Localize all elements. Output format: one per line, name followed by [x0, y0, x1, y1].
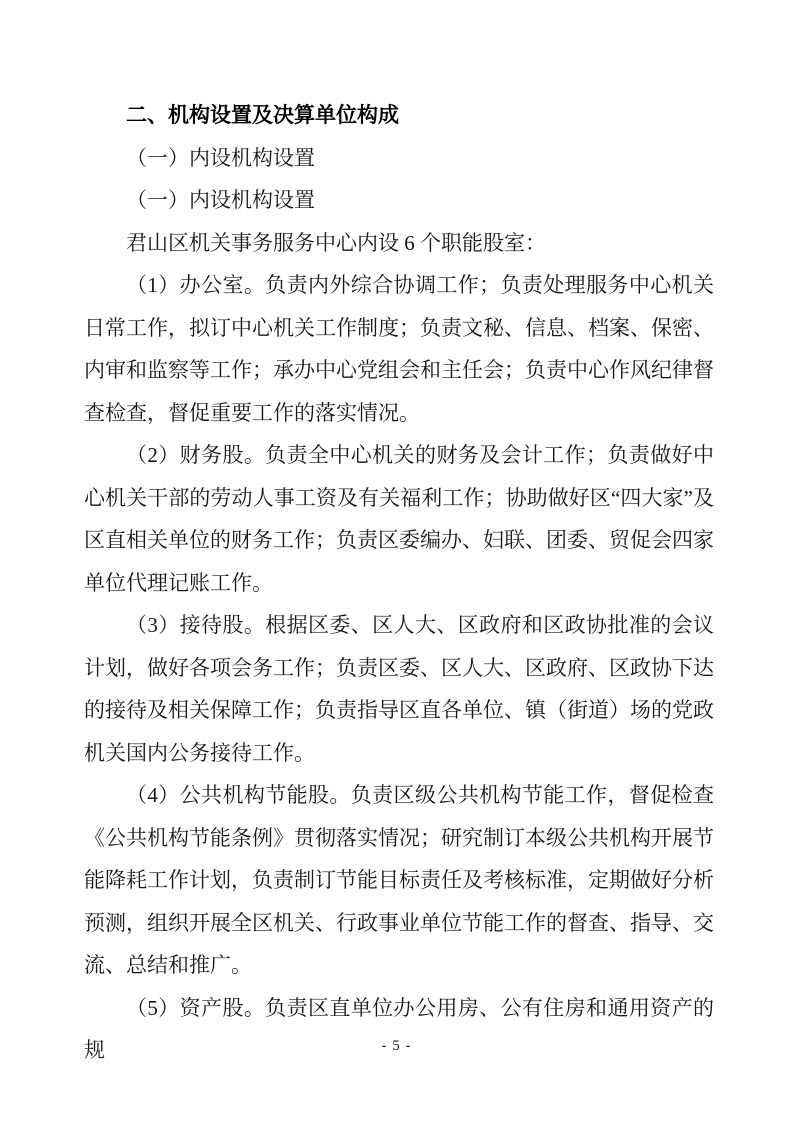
section-heading: 二、机构设置及决算单位构成	[126, 103, 399, 127]
paragraph-item-5-assets: （5）资产股。负责区直单位办公用房、公有住房和通用资产的规	[84, 995, 714, 1062]
paragraph-intro: 君山区机关事务服务中心内设 6 个职能股室：	[126, 230, 546, 255]
subsection-heading-internal-structure-1: （一）内设机构设置	[126, 145, 315, 170]
paragraph-item-3-reception: （3）接待股。根据区委、区人大、区政府和区政协批准的会议计划，做好各项会务工作；负责区委、区人大、区政府、区政协下达的接待及相关保障工作；负责指导区直各单位、镇（街道）场的党政机关国内公务接待工作。	[84, 613, 714, 765]
page-number: - 5 -	[381, 1038, 412, 1054]
document-body	[84, 94, 714, 1072]
paragraph-item-4-energy-saving: （4）公共机构节能股。负责区级公共机构节能工作，督促检查《公共机构节能条例》贯彻落实情况；研究制订本级公共机构开展节能降耗工作计划，负责制订节能目标责任及考核标准，定期做好分析预测，组织开展全区机关、行政事业单位节能工作的督查、指导、交流、总结和推广。	[84, 783, 714, 977]
subsection-heading-internal-structure-2: （一）内设机构设置	[126, 188, 315, 212]
paragraph-item-2-finance: （2）财务股。负责全中心机关的财务及会计工作；负责做好中心机关干部的劳动人事工资及有关福利工作；协助做好区“四大家”及区直相关单位的财务工作；负责区委编办、妇联、团委、贸促会四家单位代理记账工作。	[84, 443, 714, 595]
paragraph-item-1-office: （1）办公室。负责内外综合协调工作；负责处理服务中心机关日常工作，拟订中心机关工作制度；负责文秘、信息、档案、保密、内审和监察等工作；承办中心党组会和主任会；负责中心作风纪律督查检查，督促重要工作的落实情况。	[84, 273, 714, 425]
